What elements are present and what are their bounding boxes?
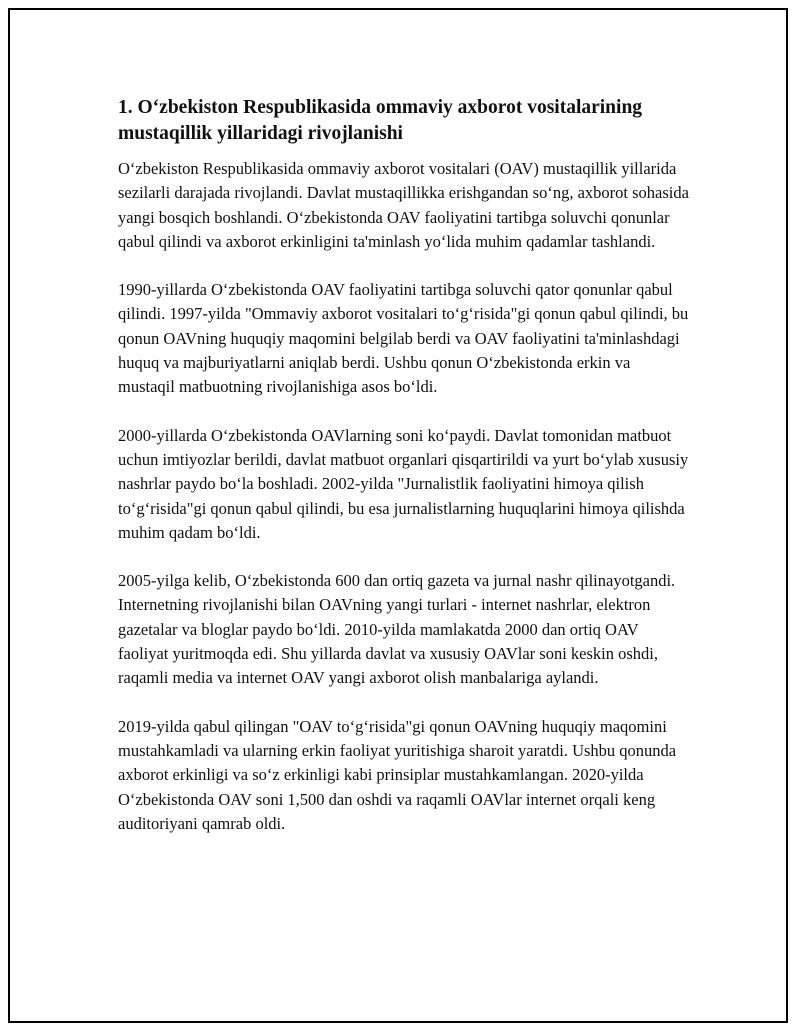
paragraph-5: 2019-yilda qabul qilingan "OAV to‘g‘risida"gi qonun OAVning huquqiy maqomini mustahkamladi va ularning erkin faoliyat yuritishiga sharoit yaratdi. Ushbu qonunda axborot erkinligi va so‘z erkinligi kabi prinsiplar mustahkamlangan. 2020-yilda O‘zbekistonda OAV soni 1,500 dan oshdi va raqamli OAVlar internet orqali keng auditoriyani qamrab oldi.: [118, 716, 677, 833]
paragraph-2: 1990-yillarda O‘zbekistonda OAV faoliyatini tartibga soluvchi qator qonunlar qabul qilindi. 1997-yilda "Ommaviy axborot vositalari to‘g‘risida"gi qonun qabul qilindi, bu qonun OAVning huquqiy maqomini belgilab berdi va OAV faoliyatini ta'minlashdagi huquq va majburiyatlarni aniqlab berdi. Ushbu qonun O‘zbekistonda erkin va mustaqil matbuotning rivojlanishiga asos bo‘ldi.: [118, 280, 689, 397]
section-heading: 1. O‘zbekiston Respublikasida ommaviy axborot vositalarining mustaqillik yillaridagi rivojlanishi: [118, 97, 643, 144]
paragraph-1: O‘zbekiston Respublikasida ommaviy axborot vositalari (OAV) mustaqillik yillarida sezilarli darajada rivojlandi. Davlat mustaqillikka erishgandan so‘ng, axborot sohasida yangi bosqich boshlandi. O‘zbekistonda OAV faoliyatini tartibga soluvchi qonunlar qabul qilindi va axborot erkinligini ta'minlash yo‘lida muhim qadamlar tashlandi.: [118, 159, 689, 251]
paragraph-3: 2000-yillarda O‘zbekistonda OAVlarning soni ko‘paydi. Davlat tomonidan matbuot uchun imtiyozlar berildi, davlat matbuot organlari qisqartirildi va yurt bo‘ylab xususiy nashrlar paydo bo‘la boshladi. 2002-yilda "Jurnalistlik faoliyatini himoya qilish to‘g‘risida"gi qonun qabul qilindi, bu esa jurnalistlarning huquqlarini himoya qilishda muhim qadam bo‘ldi.: [118, 425, 689, 542]
paragraph-4: 2005-yilga kelib, O‘zbekistonda 600 dan ortiq gazeta va jurnal nashr qilinayotgandi. Internetning rivojlanishi bilan OAVning yangi turlari - internet nashrlar, elektron gazetalar va bloglar paydo bo‘ldi. 2010-yilda mamlakatda 2000 dan ortiq OAV faoliyat yuritmoqda edi. Shu yillarda davlat va xususiy OAVlar soni keskin oshdi, raqamli media va internet OAV yangi axborot olish manbalariga aylandi.: [118, 571, 676, 688]
document-body: [118, 95, 690, 860]
